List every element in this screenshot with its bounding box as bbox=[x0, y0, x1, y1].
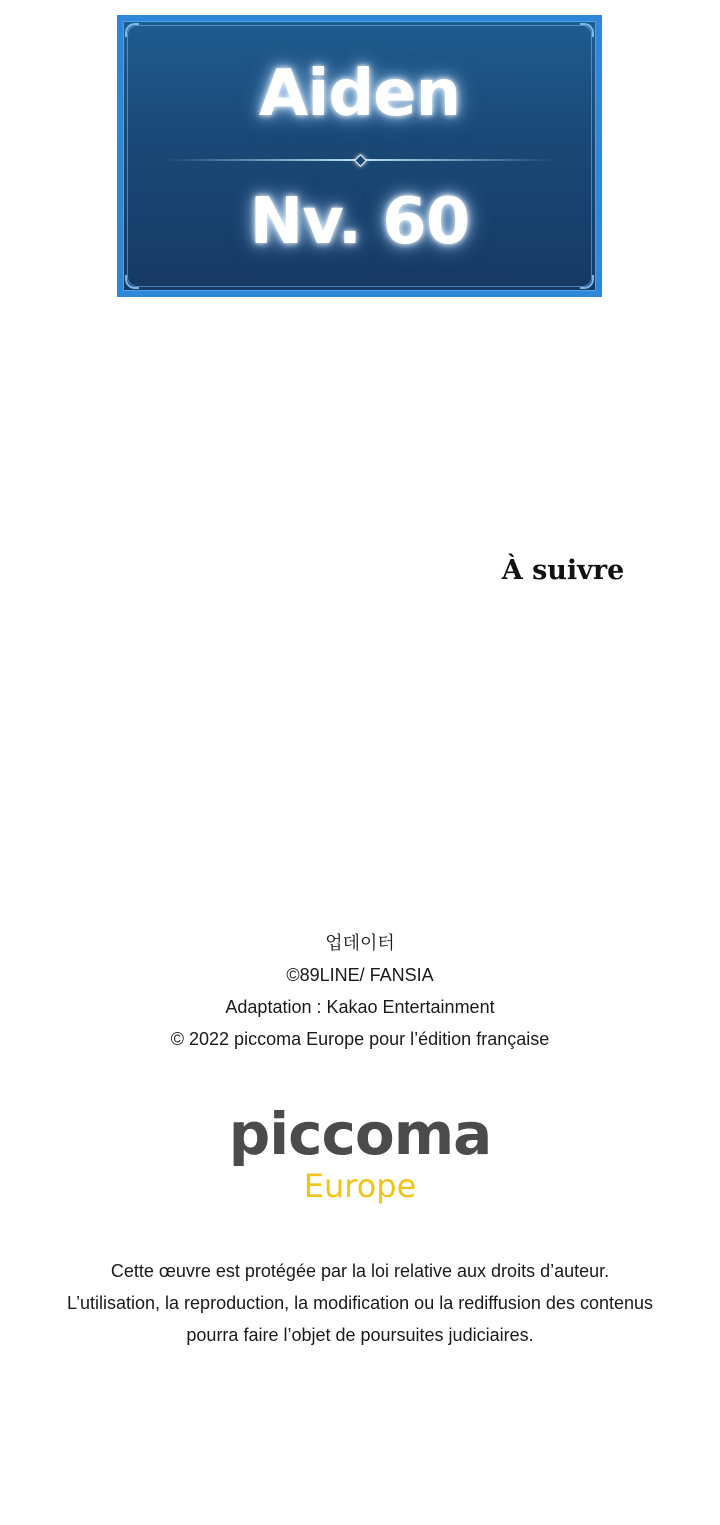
notice-line: pourra faire l’objet de poursuites judiciaires. bbox=[186, 1325, 534, 1345]
divider-diamond-icon bbox=[354, 154, 367, 167]
corner-ornament bbox=[125, 23, 139, 37]
credit-line: 업데이터 bbox=[325, 933, 395, 953]
credit-line: ©89LINE/ FANSIA bbox=[286, 965, 434, 985]
logo-subtitle: Europe bbox=[303, 1167, 417, 1205]
credits-block bbox=[0, 927, 720, 1055]
piccoma-europe-logo bbox=[0, 1100, 720, 1204]
corner-ornament bbox=[580, 275, 594, 289]
to-be-continued-text: À suivre bbox=[501, 555, 625, 586]
credit-line: © 2022 piccoma Europe pour l’édition française bbox=[170, 1029, 550, 1049]
credit-line: Adaptation : Kakao Entertainment bbox=[225, 997, 495, 1017]
copyright-notice bbox=[0, 1255, 720, 1351]
notice-line: Cette œuvre est protégée par la loi relative aux droits d’auteur. bbox=[110, 1261, 610, 1281]
character-name: Aiden bbox=[258, 57, 461, 131]
corner-ornament bbox=[580, 23, 594, 37]
status-panel bbox=[117, 15, 602, 297]
logo-wordmark: piccoma bbox=[228, 1100, 492, 1168]
corner-ornament bbox=[125, 275, 139, 289]
notice-line: L’utilisation, la reproduction, la modification ou la rediffusion des contenus bbox=[66, 1293, 654, 1313]
character-level: Nv. 60 bbox=[249, 185, 470, 259]
